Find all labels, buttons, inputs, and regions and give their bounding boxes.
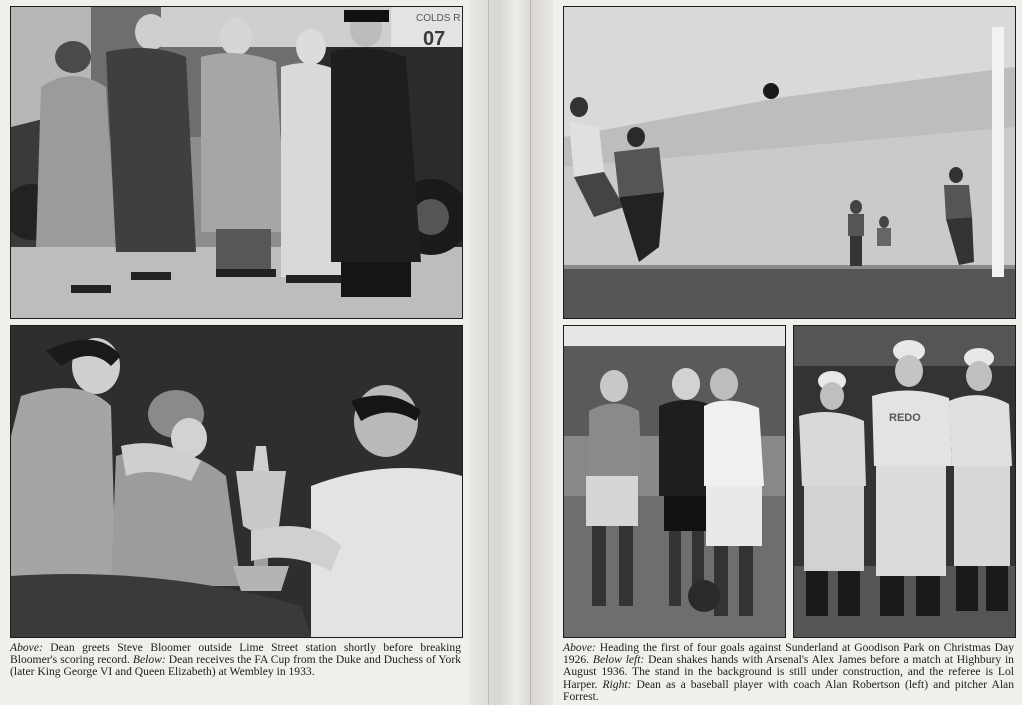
- left-page: [0, 0, 470, 705]
- jersey-lettering: REDO: [889, 412, 921, 424]
- car-sign-number: 07: [423, 28, 446, 50]
- caption-text-below-left: Dean shakes hands with Arsenal's Alex James before a match at Highbury in August 1936. The stand in the background is still under construction, and the referee is Lol Harper.: [563, 653, 1014, 691]
- right-page-caption: [563, 642, 1014, 703]
- caption-label-above: Above:: [10, 641, 43, 654]
- caption-label-below: Below:: [132, 653, 166, 667]
- caption-text-above: Dean greets Steve Bloomer outside Lime Street station shortly before breaking Bloomer's scoring record.: [10, 641, 461, 667]
- book-gutter: [470, 0, 553, 705]
- photo-fa-cup-presentation: [10, 325, 463, 638]
- caption-label-below-left: Below left:: [592, 653, 645, 667]
- photo-street-greeting: [10, 6, 463, 319]
- caption-text-above: Heading the first of four goals against Sunderland at Goodison Park on Christmas Day 1926.: [563, 641, 1014, 667]
- caption-text-below: Dean receives the FA Cup from the Duke and Duchess of York (later King George VI and Queen Elizabeth) at Wembley in 1933.: [10, 653, 461, 679]
- caption-label-right: Right:: [602, 677, 632, 691]
- photo-baseball-players: [793, 325, 1016, 638]
- photo-heading-goal: [563, 6, 1016, 319]
- car-sign-text: COLDS R: [416, 13, 461, 24]
- caption-text-right: Dean as a baseball player with coach Alan Robertson (left) and pitcher Alan Forrest.: [563, 677, 1014, 703]
- left-page-caption: [10, 642, 461, 679]
- caption-label-above: Above:: [563, 641, 596, 654]
- right-page: [553, 0, 1022, 705]
- photo-handshake-highbury: [563, 325, 786, 638]
